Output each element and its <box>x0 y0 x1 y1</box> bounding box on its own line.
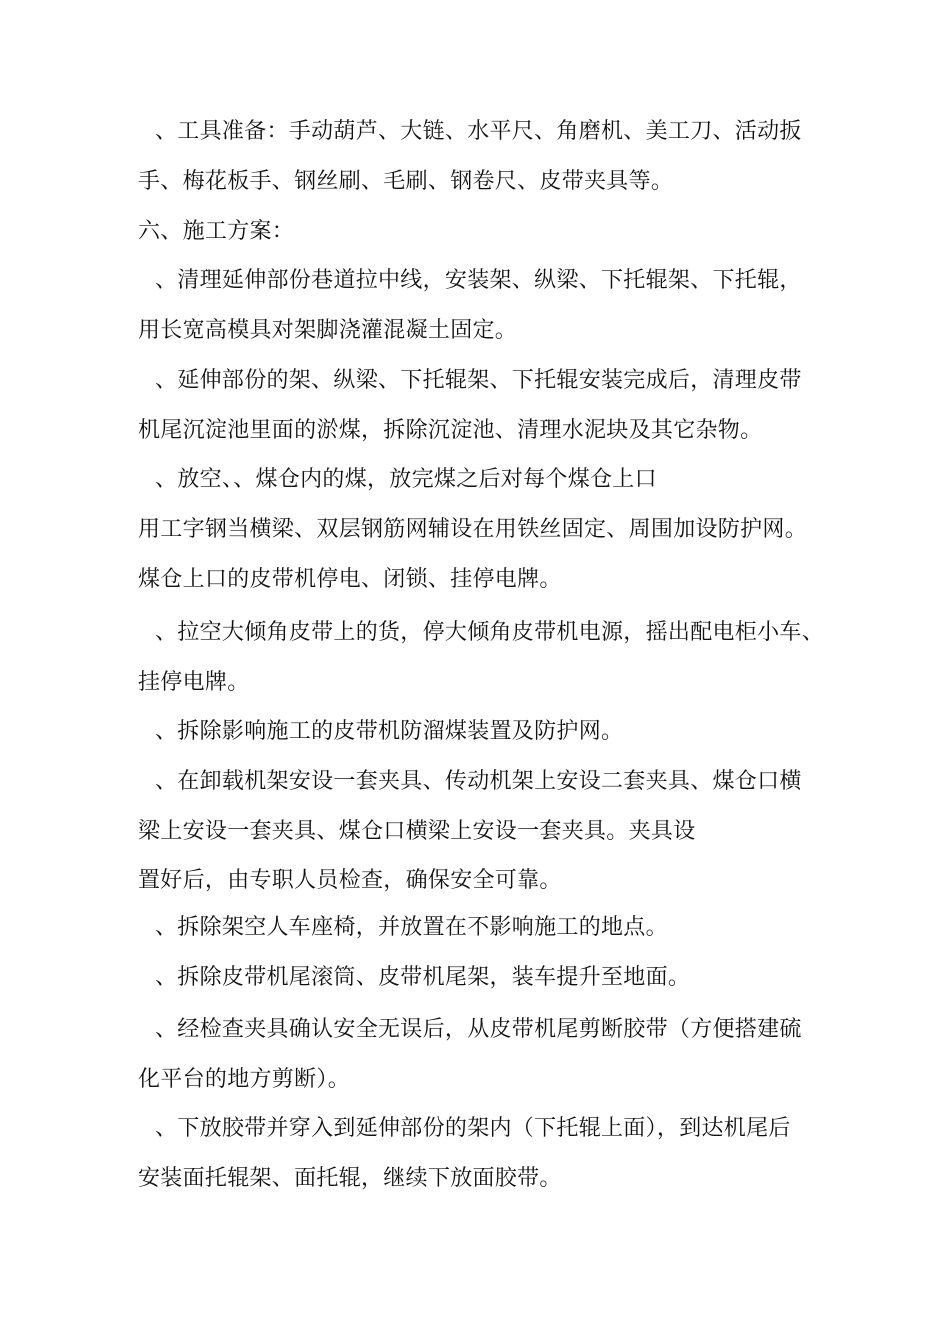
text-line-7: 机尾沉淀池里面的淤煤，拆除沉淀池、清理水泥块及其它杂物。 <box>138 418 763 443</box>
text-line-13: 、拆除影响施工的皮带机防溜煤装置及防护网。 <box>155 719 624 744</box>
text-line-8: 、放空、、煤仓内的煤，放完煤之后对每个煤仓上口 <box>155 467 657 492</box>
text-line-9: 用工字钢当横梁、双层钢筋网辅设在用铁丝固定、周围加设防护网。 <box>138 517 808 542</box>
text-line-18: 、拆除皮带机尾滚筒、皮带机尾架，装车提升至地面。 <box>155 965 691 990</box>
text-line-5: 用长宽高模具对架脚浇灌混凝土固定。 <box>138 318 518 343</box>
text-line-22: 安装面托辊架、面托辊，继续下放面胶带。 <box>138 1166 562 1191</box>
text-line-14: 、在卸载机架安设一套夹具、传动机架上安设二套夹具、煤仓口横 <box>155 769 802 794</box>
text-line-6: 、延伸部份的架、纵梁、下托辊架、下托辊安装完成后，清理皮带 <box>155 368 802 393</box>
text-line-21: 、下放胶带并穿入到延伸部份的架内（下托辊上面），到达机尾后 <box>155 1116 791 1141</box>
text-line-10: 煤仓上口的皮带机停电、闭锁、挂停电牌。 <box>138 567 562 592</box>
text-line-12: 挂停电牌。 <box>138 670 250 695</box>
text-line-4: 、清理延伸部份巷道拉中线，安装架、纵梁、下托辊架、下托辊， <box>155 268 802 293</box>
text-line-20: 化平台的地方剪断）。 <box>138 1067 351 1092</box>
text-line-17: 、拆除架空人车座椅，并放置在不影响施工的地点。 <box>155 915 668 940</box>
text-line-2: 手、梅花板手、钢丝刷、毛刷、钢卷尺、皮带夹具等。 <box>138 169 674 194</box>
text-line-11: 、拉空大倾角皮带上的货，停大倾角皮带机电源，摇出配电柜小车、 <box>155 620 825 645</box>
text-line-1: 、工具准备：手动葫芦、大链、水平尺、角磨机、美工刀、活动扳 <box>155 119 802 144</box>
text-line-16: 置好后，由专职人员检查，确保安全可靠。 <box>138 868 562 893</box>
text-line-19: 、经检查夹具确认安全无误后，从皮带机尾剪断胶带（方便搭建硫 <box>155 1017 802 1042</box>
text-line-15: 梁上安设一套夹具、煤仓口横梁上安设一套夹具。夹具设 <box>138 819 696 844</box>
section-heading: 六、施工方案： <box>138 219 295 244</box>
